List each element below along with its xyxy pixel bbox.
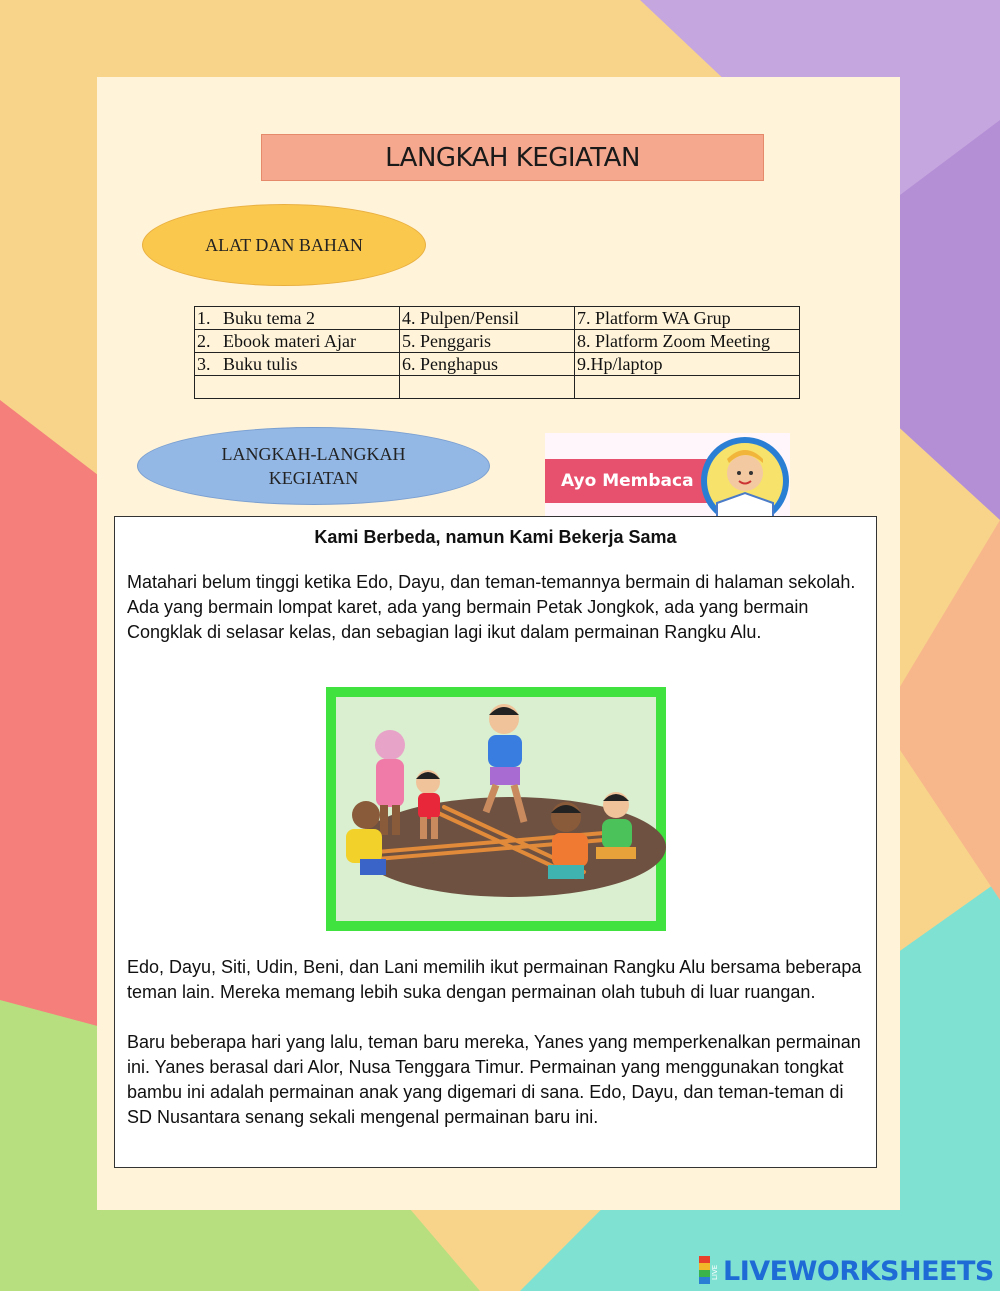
steps-label-line2: KEGIATAN [268, 468, 359, 488]
logo-text: LIVEWORKSHEETS [723, 1255, 994, 1287]
reading-box [114, 516, 877, 1168]
table-row [195, 330, 800, 353]
table-cell [195, 330, 400, 353]
table-cell: 6. Penghapus [400, 353, 575, 376]
rangku-alu-illustration [326, 687, 666, 931]
item-number: 2. [197, 331, 211, 351]
table-cell: 4. Pulpen/Pensil [400, 307, 575, 330]
table-row [195, 353, 800, 376]
item-number: 3. [197, 354, 211, 374]
page-title: LANGKAH KEGIATAN [261, 134, 764, 181]
table-cell: 5. Penggaris [400, 330, 575, 353]
table-cell [575, 376, 800, 399]
table-cell: 7. Platform WA Grup [575, 307, 800, 330]
table-row [195, 307, 800, 330]
table-cell [195, 353, 400, 376]
table-cell [195, 376, 400, 399]
table-cell: 8. Platform Zoom Meeting [575, 330, 800, 353]
item-number: 1. [197, 308, 211, 328]
item-text: Buku tema 2 [223, 308, 315, 328]
tools-table [194, 306, 800, 399]
steps-label-text [222, 442, 406, 490]
table-cell [195, 307, 400, 330]
banner-text: Ayo Membaca [561, 471, 694, 491]
steps-label-line1: LANGKAH-LANGKAH [221, 444, 406, 464]
item-text: Buku tulis [223, 354, 298, 374]
story-title: Kami Berbeda, namun Kami Bekerja Sama [314, 527, 677, 547]
steps-label [137, 427, 490, 505]
live-badge-icon [697, 1256, 723, 1286]
reader-face [727, 455, 763, 491]
story-paragraph-1: Matahari belum tinggi ketika Edo, Dayu, dan teman-temannya bermain di halaman sekolah. Ada yang bermain lompat karet, ada yang bermain Petak Jongkok, ada yang bermain Congklak di selasar kelas, dan sebagian lagi ikut dalam permainan Rangku Alu. [127, 572, 856, 642]
badge-text: LIVE [711, 1264, 719, 1280]
table-cell: 9.Hp/laptop [575, 353, 800, 376]
table-row [195, 376, 800, 399]
item-text: Ebook materi Ajar [223, 331, 356, 351]
liveworksheets-logo [697, 1254, 994, 1288]
tools-label-text: ALAT DAN BAHAN [205, 234, 363, 255]
story-paragraph-2: Edo, Dayu, Siti, Udin, Beni, dan Lani memilih ikut permainan Rangku Alu bersama beberapa teman lain. Mereka memang lebih suka dengan permainan olah tubuh di luar ruangan. [127, 957, 862, 1002]
table-cell [400, 376, 575, 399]
ayo-membaca-banner [545, 433, 790, 517]
tools-label [142, 204, 426, 286]
story-paragraph-3: Baru beberapa hari yang lalu, teman baru mereka, Yanes yang memperkenalkan permainan ini. Yanes berasal dari Alor, Nusa Tenggara Timur. Permainan yang menggunakan tongkat bambu ini adalah permainan anak yang digemari di sana. Edo, Dayu, dan teman-teman di SD Nusantara senang sekali mengenal permainan baru ini. [127, 1032, 861, 1127]
